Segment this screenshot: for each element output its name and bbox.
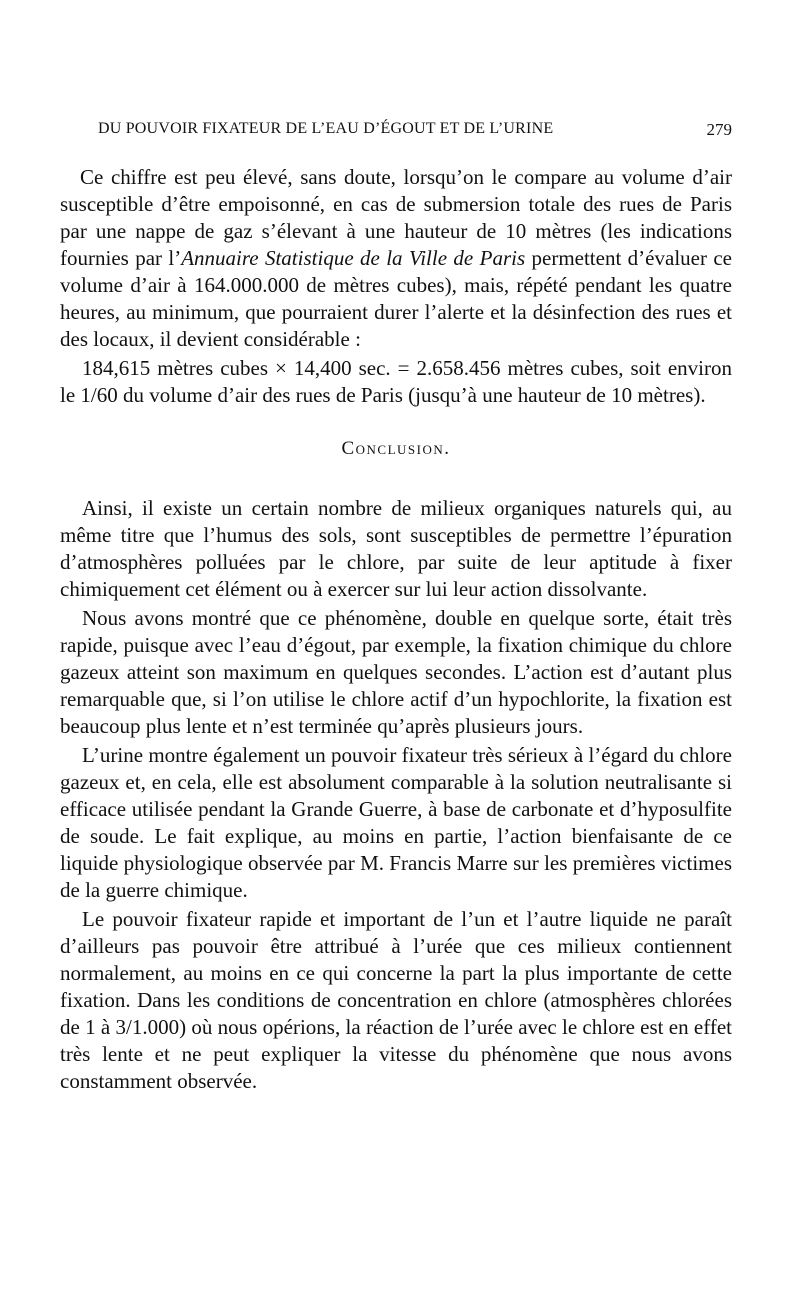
section-heading: Conclusion. [341, 438, 451, 459]
body-text [60, 164, 732, 1095]
paragraph-volume [60, 164, 732, 353]
paragraph-conclusion-4: Le pouvoir fixateur rapide et important de l’un et l’autre liquide ne paraît d’ailleurs pas pouvoir être attribué à l’urée que ces milieux contiennent normalement, au moins en ce qui concerne la part la plus importante de cette fixation. Dans les conditions de concentration en chlore (atmosphères chlorées de 1 à 3/1.000) où nous opérions, la réaction de l’urée avec le chlore est en effet très lente et ne peut expliquer la vitesse du phénomène que nous avons constamment observée. [60, 907, 732, 1093]
paragraph-conclusion-3: L’urine montre également un pouvoir fixateur très sérieux à l’égard du chlore gazeux et, en cela, elle est absolument comparable à la solution neutralisante si efficace utilisée pendant la Grande Guerre, à base de carbonate et d’hyposulfite de soude. Le fait explique, au moins en partie, l’action bienfaisante de ce liquide physiologique observée par M. Francis Marre sur les premières victimes de la guerre chimique. [60, 743, 732, 902]
calculation-line: 184,615 mètres cubes × 14,400 sec. = 2.658.456 mètres cubes, soit environ le 1/60 du volume d’air des rues de Paris (jusqu’à une hauteur de 10 mètres). [60, 356, 732, 407]
paragraph-volume-text-b: permettent d’évaluer ce volume d’air à 164.000.000 de mètres cubes), mais, répété pendant les quatre heures, au minimum, que pourraient durer l’alerte et la désinfection des rues et des locaux, il devient considérable : [60, 246, 732, 351]
annuaire-title: Annuaire Statistique de la Ville de Paris [181, 246, 526, 270]
paragraph-conclusion-2: Nous avons montré que ce phénomène, double en quelque sorte, était très rapide, puisque avec l’eau d’égout, par exemple, la fixation chimique du chlore gazeux atteint son maximum en quelques secondes. L’action est d’autant plus remarquable que, si l’on utilise le chlore actif d’un hypochlorite, la fixation est beaucoup plus lente et n’est terminée qu’après plusieurs jours. [60, 606, 732, 738]
paragraph-volume-text-a: Ce chiffre est peu élevé, sans doute, lorsqu’on le compare au volume d’air susceptible d’être empoisonné, en cas de submersion totale des rues de Paris par une nappe de gaz s’élevant à une hauteur de 10 mètres (les indications fournies par l’ [60, 165, 732, 270]
page-number: 279 [706, 120, 732, 139]
page-header [60, 114, 732, 144]
running-title: DU POUVOIR FIXATEUR DE L’EAU D’ÉGOUT ET DE L’URINE [98, 120, 554, 137]
paragraph-conclusion-1: Ainsi, il existe un certain nombre de milieux organiques naturels qui, au même titre que l’humus des sols, sont susceptibles de permettre l’épuration d’atmosphères polluées par le chlore, par suite de leur aptitude à fixer chimiquement cet élément ou à exercer sur lui leur action dissolvante. [60, 496, 732, 601]
